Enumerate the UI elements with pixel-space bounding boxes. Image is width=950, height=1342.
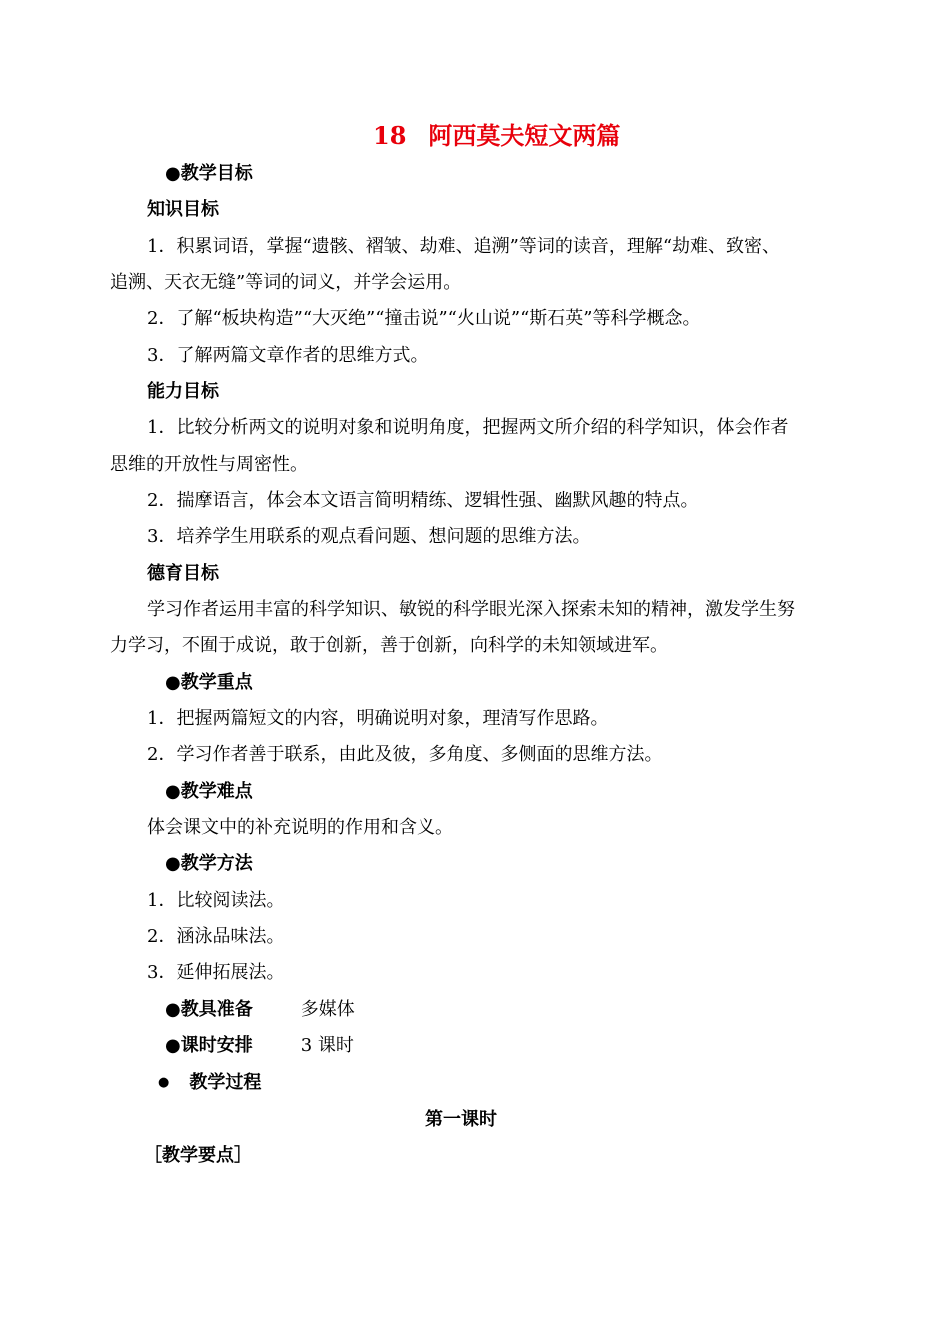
- difficulties-heading: ●教学难点: [165, 781, 253, 802]
- process-heading: 教学过程: [189, 1072, 262, 1093]
- moral-heading: 德育目标: [147, 563, 219, 584]
- lesson-title-text: 阿西莫夫短文两篇: [428, 121, 621, 150]
- difficulties-text: 体会课文中的补充说明的作用和含义。: [147, 817, 453, 838]
- process-bullet-icon: ●: [158, 1075, 170, 1090]
- ability-item-3: 3．培养学生用联系的观点看问题、想问题的思维方法。: [147, 526, 591, 547]
- knowledge-item-1: 1．积累词语，掌握“遗骸、褶皱、劫难、追溯”等词的读音，理解“劫难、致密、: [147, 236, 781, 257]
- tools-row: [165, 998, 355, 1022]
- schedule-value: 3 课时: [300, 1035, 354, 1056]
- knowledge-heading: 知识目标: [147, 199, 219, 220]
- tools-heading: ●教具准备: [165, 999, 253, 1020]
- key-points-item-2: 2．学习作者善于联系，由此及彼，多角度、多侧面的思维方法。: [147, 744, 663, 765]
- methods-item-1: 1．比较阅读法。: [147, 890, 285, 911]
- moral-line-2: 力学习，不囿于成说，敢于创新，善于创新，向科学的未知领域进军。: [110, 635, 668, 656]
- lesson-one-title: 第一课时: [425, 1109, 497, 1130]
- ability-item-2: 2．揣摩语言，体会本文语言简明精练、逻辑性强、幽默风趣的特点。: [147, 490, 699, 511]
- knowledge-item-2: 2．了解“板块构造”“大灭绝”“撞击说”“火山说”“斯石英”等科学概念。: [147, 308, 701, 329]
- ability-item-1: 1．比较分析两文的说明对象和说明角度，把握两文所介绍的科学知识，体会作者: [147, 417, 789, 438]
- ability-heading: 能力目标: [147, 381, 219, 402]
- process-row: [158, 1071, 261, 1095]
- ability-item-1-cont: 思维的开放性与周密性。: [110, 454, 308, 475]
- moral-line-1: 学习作者运用丰富的科学知识、敏锐的科学眼光深入探索未知的精神，激发学生努: [147, 599, 795, 620]
- methods-heading: ●教学方法: [165, 853, 253, 874]
- knowledge-item-1-cont: 追溯、天衣无缝”等词的词义，并学会运用。: [110, 272, 462, 293]
- page-title: [373, 121, 620, 151]
- schedule-row: [165, 1034, 354, 1058]
- key-points-heading: ●教学重点: [165, 672, 253, 693]
- lesson-key-points-label: ［教学要点］: [144, 1145, 252, 1166]
- methods-item-3: 3．延伸拓展法。: [147, 962, 285, 983]
- objectives-heading: ●教学目标: [165, 163, 253, 184]
- schedule-heading: ●课时安排: [165, 1035, 253, 1056]
- tools-value: 多媒体: [300, 999, 355, 1020]
- lesson-number: 18: [373, 121, 407, 150]
- key-points-item-1: 1．把握两篇短文的内容，明确说明对象，理清写作思路。: [147, 708, 609, 729]
- methods-item-2: 2．涵泳品味法。: [147, 926, 285, 947]
- knowledge-item-3: 3．了解两篇文章作者的思维方式。: [147, 345, 429, 366]
